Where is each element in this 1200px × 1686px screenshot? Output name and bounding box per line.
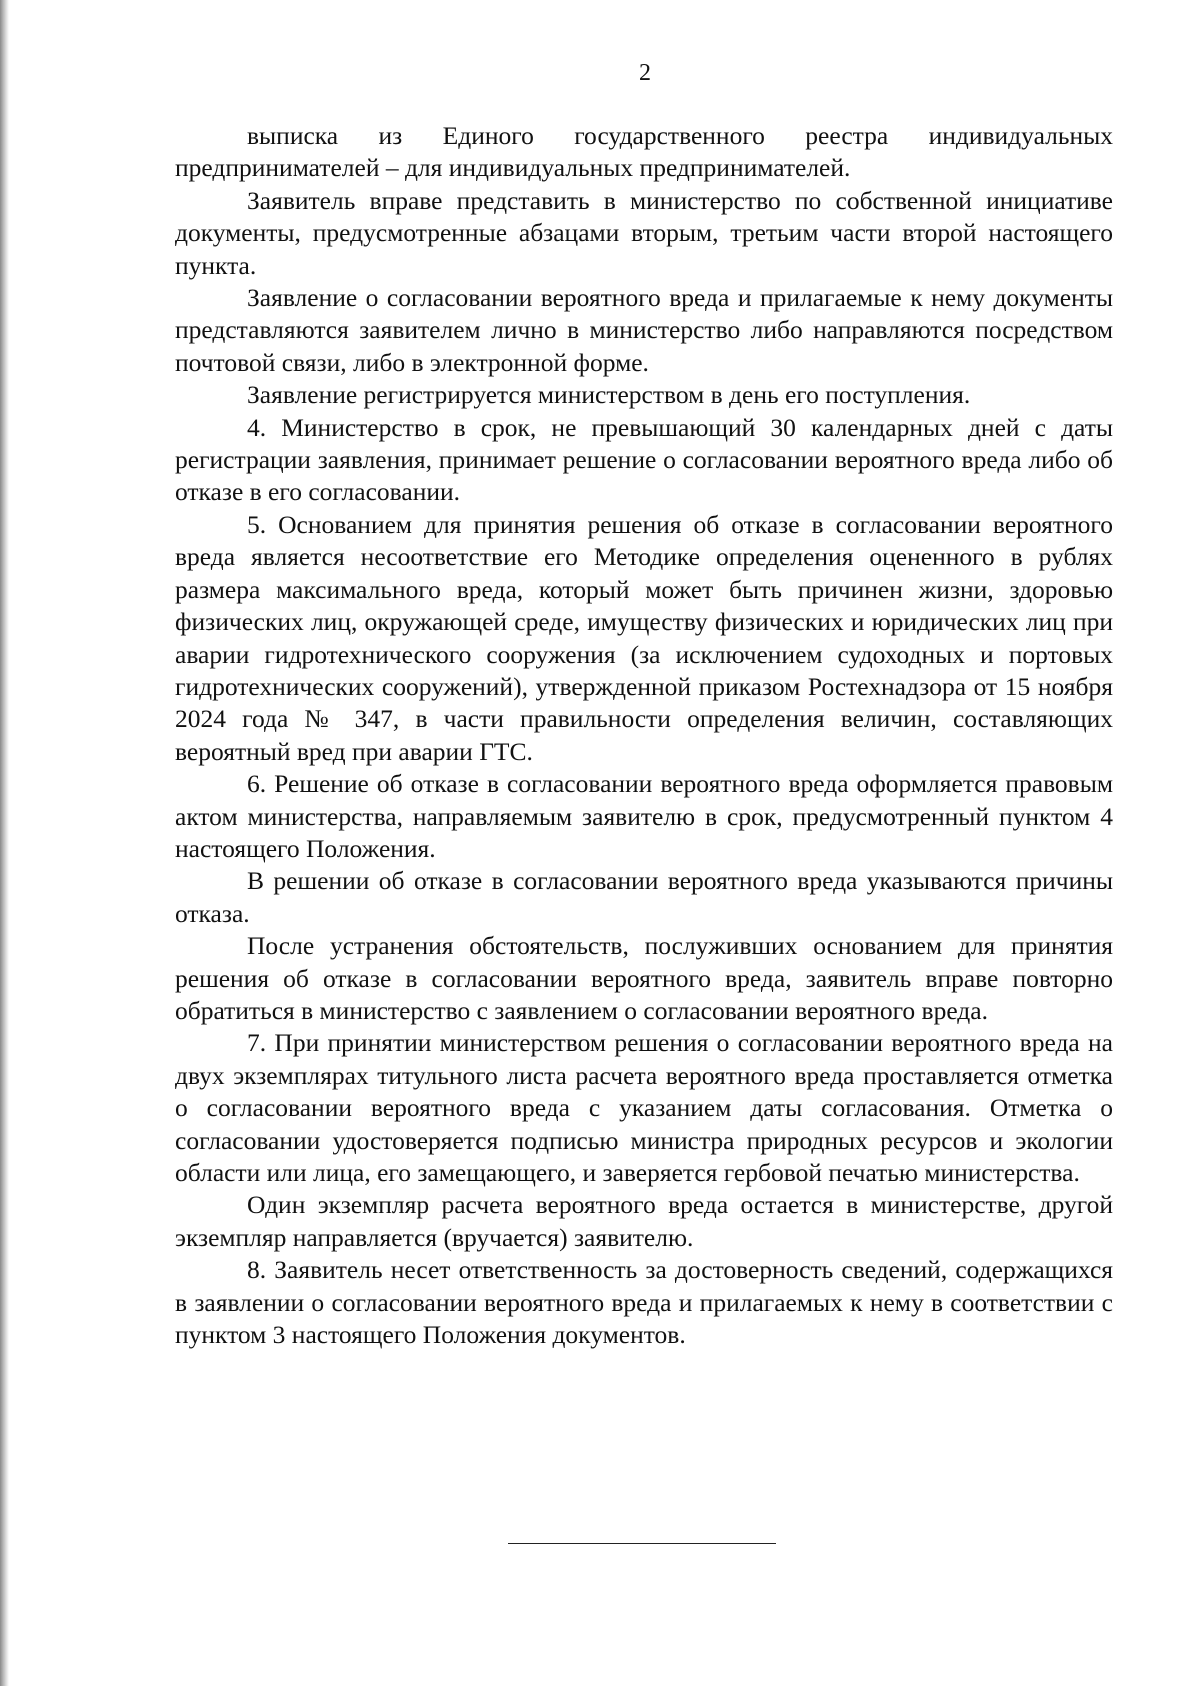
paragraph-applicant-own-initiative: Заявитель вправе представить в министерство по собственной инициативе документы, предусмотренные абзацами вторым, третьим части второй настоящего пункта. [175,185,1113,280]
paragraph-item-4: 4. Министерство в срок, не превышающий 30 календарных дней с даты регистрации заявления, принимает решение о согласовании вероятного вреда либо об отказе в его согласовании. [175,412,1113,507]
page-number: 2 [639,60,651,86]
paragraph-item-6: 6. Решение об отказе в согласовании вероятного вреда оформляется правовым актом министерства, направляемым заявителю в срок, предусмотренный пунктом 4 настоящего Положения. [175,769,1113,863]
paragraph-repeat-application: После устранения обстоятельств, послуживших основанием для принятия решения об отказе в согласовании вероятного вреда, заявитель вправе повторно обратиться в министерство с заявлением о согласовании вероятного вреда. [175,931,1113,1025]
paragraph-copies-distribution: Один экземпляр расчета вероятного вреда остается в министерстве, другой экземпляр направляется (вручается) заявителю. [175,1190,1113,1252]
end-of-document-rule [508,1543,776,1544]
paragraph-item-7: 7. При принятии министерством решения о согласовании вероятного вреда на двух экземплярах титульного листа расчета вероятного вреда проставляется отметка о согласовании вероятного вреда с указанием даты согласования. Отметка о согласовании удостоверяется подписью министра природных ресурсов и экологии области или лица, его замещающего, и заверяется гербовой печатью министерства. [175,1028,1113,1187]
paragraph-extract-individual-entrepreneurs: выписка из Единого государственного реестра индивидуальных предпринимателей – для индивидуальных предпринимателей. [175,121,1113,183]
paragraph-item-5: 5. Основанием для принятия решения об отказе в согласовании вероятного вреда является несоответствие его Методике определения оцененного в рублях размера максимального вреда, который может быть причинен жизни, здоровью физических лиц, окружающей среде, имуществу физических и юридических лиц при аварии гидротехнического сооружения (за исключением судоходных и портовых гидротехнических сооружений), утвержденной приказом Ростехнадзора от 15 ноября 2024 года № 347, в части правильности определения величин, составляющих вероятный вред при аварии ГТС. [175,509,1113,766]
paragraph-item-8: 8. Заявитель несет ответственность за достоверность сведений, содержащихся в заявлении о согласовании вероятного вреда и прилагаемых к нему в соответствии с пунктом 3 настоящего Положения документов. [175,1255,1113,1350]
paragraph-refusal-reasons: В решении об отказе в согласовании вероятного вреда указываются причины отказа. [175,866,1113,928]
paragraph-registration: Заявление регистрируется министерством в день его поступления. [247,380,971,410]
scan-edge-shadow [0,0,9,1686]
document-body [175,120,1113,1351]
paragraph-application-submission: Заявление о согласовании вероятного вреда и прилагаемые к нему документы представляются заявителем лично в министерство либо направляются посредством почтовой связи, либо в электронной форме. [175,283,1113,377]
